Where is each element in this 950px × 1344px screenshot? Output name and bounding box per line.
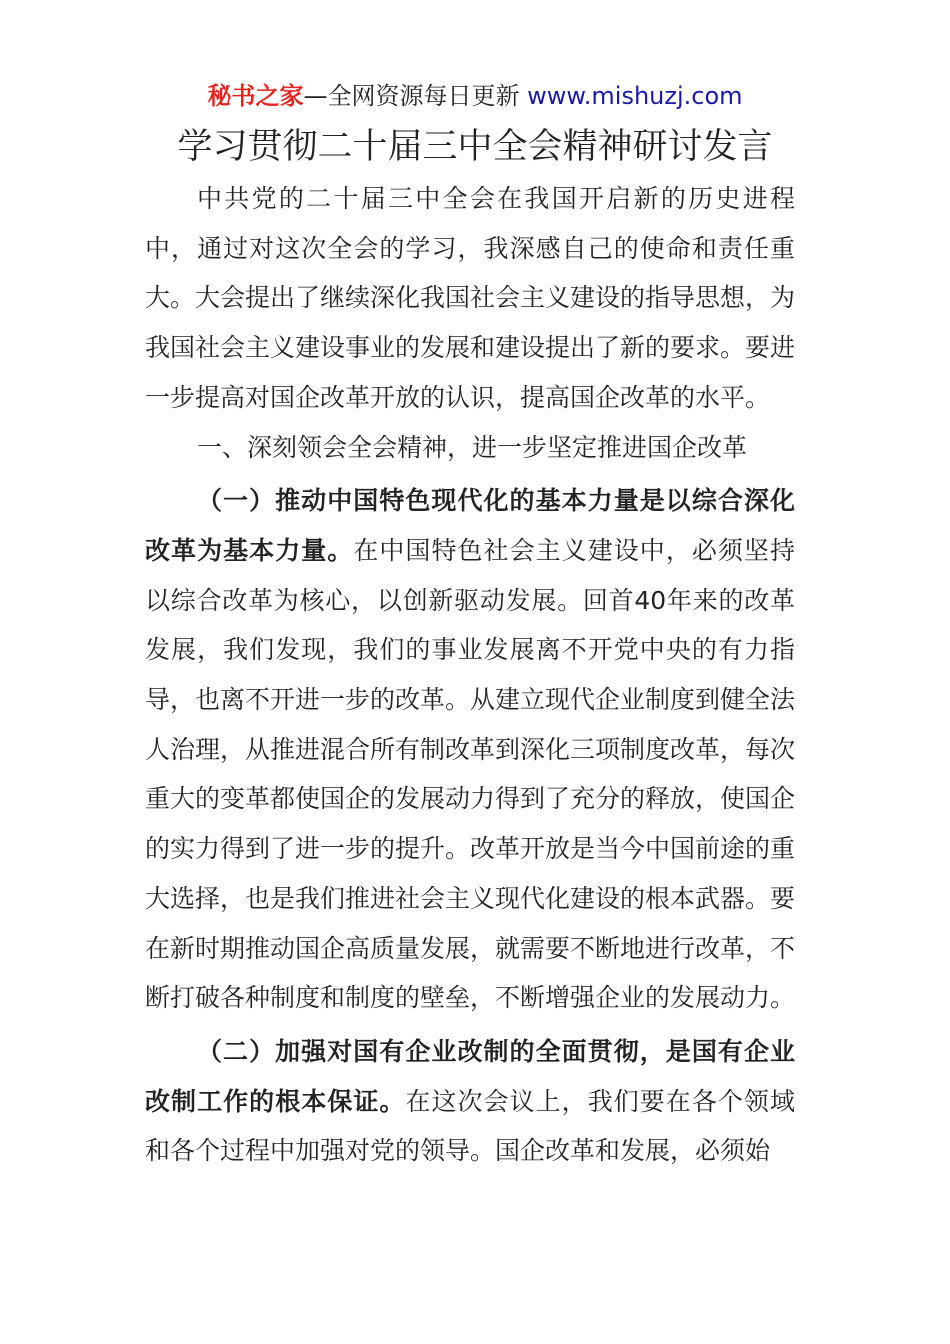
site-url-link[interactable]: www.mishuzj.com	[527, 82, 743, 110]
document-body	[145, 174, 795, 1176]
intro-paragraph: 中共党的二十届三中全会在我国开启新的历史进程中，通过对这次全会的学习，我深感自己的使命和责任重大。大会提出了继续深化我国社会主义建设的指导思想，为我国社会主义建设事业的发展和建设提出了新的要求。要进一步提高对国企改革开放的认识，提高国企改革的水平。	[145, 184, 796, 412]
section-heading: 一、深刻领会全会精神，进一步坚定推进国企改革	[197, 432, 748, 462]
subsection-paragraph-2	[145, 1027, 795, 1176]
document-title: 学习贯彻二十届三中全会精神研讨发言	[177, 127, 773, 167]
header-tagline: —全网资源每日更新	[303, 82, 528, 110]
subsection-heading-1: （一）推动中国特色现代化的基本力量是以综合深化改革为基本力量。	[145, 486, 795, 565]
brand-name: 秘书之家	[207, 82, 304, 110]
subsection-text-1: 在中国特色社会主义建设中，必须坚持以综合改革为核心，以创新驱动发展。回首40年来的改革发展，我们发现，我们的事业发展离不开党中央的有力指导，也离不开进一步的改革。从建立现代企业制度到健全法人治理，从推进混合所有制改革到深化三项制度改革，每次重大的变革都使国企的发展动力得到了充分的释放，使国企的实力得到了进一步的提升。改革开放是当今中国前途的重大选择，也是我们推进社会主义现代化建设的根本武器。要在新时期推动国企高质量发展，就需要不断地进行改革，不断打破各种制度和制度的壁垒，不断增强企业的发展动力。	[145, 535, 796, 1013]
site-header	[0, 80, 950, 112]
subsection-paragraph-1	[145, 476, 795, 1023]
subsection-text-2: 在这次会议上，我们要在各个领域和各个过程中加强对党的领导。国企改革和发展，必须始	[145, 1086, 795, 1166]
subsection-heading-2: （二）加强对国有企业改制的全面贯彻，是国有企业改制工作的根本保证。	[145, 1036, 795, 1116]
